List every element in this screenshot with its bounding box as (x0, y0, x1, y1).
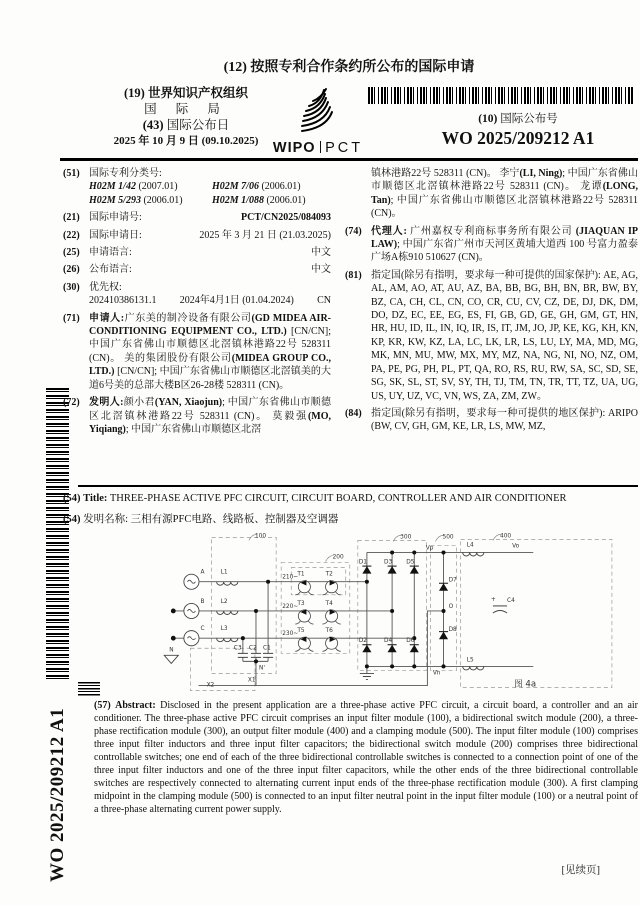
label-l1: L1 (220, 569, 228, 576)
figure-4a (138, 529, 622, 706)
field-ipc: (51) 国际专利分类号: H02M 1/42 (2007.01) H02M 7/06 (2006.01) H02M 5/293 (2006.01) H02M 1/088 (2006.01) (63, 167, 331, 207)
label-d6: D6 (406, 638, 415, 645)
output-capacitor (493, 606, 507, 613)
label-module-200: 200 (332, 554, 344, 561)
field-designated-states-national: (81) 指定国(除另有指明，要求每一种可提供的国家保护): AE, AG, AL, AM, AO, AT, AU, AZ, BA, BB, BG, BH, BN, BR, BW, BY, BZ, CA, CH, CL, CN, CO, CR, CU, CV, CZ, DE, DJ, DK, DM, DO, DZ, EC, EE, EG, ES, FI, GB, GD, GE, GH, GM, GT, HN, HR, HU, ID, IL, IN, IQ, IR, IS, IT, JM, JO, JP, KE, KG, KH, KN, KP, KR, KW, KZ, LA, LC, LK, LR, LS, LU, LY, MA, MD, MG, MK, MN, MU, MW, MX, MY, MZ, NA, NG, NI, NO, NZ, OM, PA, PE, PG, PH, PL, PT, QA, RO, RS, RU, RW, SA, SC, SD, SE, SG, SK, SL, ST, SV, SY, TH, TJ, TM, TN, TR, TT, TZ, UA, UG, US, UY, UZ, VC, VN, WS, ZA, ZM, ZW。 (345, 269, 638, 402)
bidirectional-switches (295, 580, 340, 651)
field-filing-date: (22) 国际申请日: 2025 年 3 月 21 日 (21.03.2025) (63, 229, 331, 241)
label-x1: X1 (247, 677, 256, 684)
label-l4: L4 (466, 542, 474, 549)
label-d1: D1 (358, 559, 368, 566)
field-code-10: (10) (478, 113, 498, 125)
label-switch-220: 220~ (282, 603, 299, 610)
field-agent: (74) 代理人: 广州嘉权专利商标事务所有限公司 (JIAQUAN IP LAW); 中国广东省广州市天河区黄埔大道西 100 号富力盈泰广场A栋910 510627 (CN)。 (345, 225, 638, 264)
header-divider (60, 158, 638, 161)
label-t3: T3 (297, 600, 305, 607)
publication-number-label: (10) 国际公布号 (478, 113, 558, 125)
ground-symbols (164, 655, 374, 679)
field-designated-states-regional: (84) 指定国(除另有指明，要求每一种可提供的地区保护): ARIPO (BW, CV, GH, GM, KE, LR, LS, MW, MZ, (345, 407, 638, 433)
field-applicants: (71) 申请人:广东美的制冷设备有限公司(GD MIDEA AIR-CONDITIONING EQUIPMENT CO., LTD.) [CN/CN]; 中国广东省佛山市顺德区北滘镇林港路22号 528311 (CN)。 美的集团股份有限公司(MIDEA GROUP CO., LTD.) [CN/CN]; 中国广东省佛山市顺德区北滘镇美的大道6号美的总部大楼B区26-28楼 528311 (CN)。 (63, 312, 332, 391)
label-l3: L3 (220, 626, 228, 633)
label-d7: D7 (448, 577, 457, 584)
publication-number-block (398, 110, 638, 149)
label-c4-plus: + (490, 596, 496, 603)
pub-date: 2025 年 10 月 9 日 (09.10.2025) (113, 135, 259, 147)
label-x2: X2 (206, 682, 215, 689)
title-chinese: (54) 发明名称: 三相有源PFC电路、线路板、控制器及空调器 (63, 514, 339, 525)
treaty-heading (60, 56, 638, 76)
figure-caption: 图 4a (514, 679, 537, 690)
pub-date-label-line (92, 117, 280, 133)
label-phase-a: A (200, 569, 205, 576)
ipc-entry: H02M 1/088 (2006.01) (212, 194, 306, 206)
label-module-500: 500 (442, 534, 454, 541)
publication-barcode (368, 87, 634, 104)
label-module-100: 100 (254, 533, 267, 540)
rectifier-diodes (362, 566, 448, 652)
biblio-divider (78, 485, 638, 487)
label-t1: T1 (297, 571, 305, 578)
label-c3: C3 (233, 645, 242, 652)
field-priority: (30) 优先权: 202410386131.1 2024年4月1日 (01.04.2024) CN (63, 281, 331, 307)
label-d3: D3 (384, 559, 393, 566)
sidebar-publication-number: WO 2025/209212 A1 (47, 707, 68, 882)
inventors-continuation: 镇林港路22号 528311 (CN)。 李宁(LI, Ning); 中国广东省佛山市顺德区北滘镇林港路22号 528311 (CN)。 龙谭(LONG, Tan); 中国广东省佛山市顺德区北滘镇林港路22号 528311 (CN)。 (371, 168, 638, 220)
ipc-codes (89, 180, 331, 207)
label-vn: Vn (432, 670, 441, 677)
field-inventors: (72) 发明人:颜小君(YAN, Xiaojun); 中国广东省佛山市顺德区北滘镇林港路22号 528311 (CN)。 莫毅强(MO, Yiqiang); 中国广东省佛山市顺德区北滘 (63, 397, 331, 435)
label-c1: C1 (263, 645, 271, 652)
label-t5: T5 (297, 628, 305, 635)
biblio-right-column (345, 167, 638, 438)
priority-country: CN (317, 295, 331, 307)
side-barcode-fragment (78, 682, 100, 696)
label-n-prime: N' (259, 665, 265, 672)
label-vp: Vp (425, 545, 434, 552)
label-c4: C4 (507, 597, 515, 604)
treaty-heading-text: 按照专利合作条约所公布的国际申请 (250, 60, 475, 75)
ipc-entry: H02M 5/293 (2006.01) (89, 194, 183, 206)
label-l2: L2 (220, 598, 228, 605)
label-d4: D4 (384, 638, 393, 645)
logo-divider (320, 141, 322, 153)
module-label-leaders (249, 534, 501, 561)
field-code-19: (19) (124, 86, 145, 100)
field-application-number: (21) 国际申请号: PCT/CN2025/084093 (63, 212, 331, 224)
label-d8: D8 (448, 627, 457, 634)
filter-capacitors (238, 653, 273, 657)
dashed-module-boxes (190, 537, 611, 690)
label-module-300: 300 (400, 534, 412, 541)
org-name-line (92, 85, 280, 101)
label-t4: T4 (325, 600, 333, 607)
continuation-note: [见续页] (561, 865, 600, 876)
biblio-left-column (63, 167, 331, 440)
priority-data (89, 294, 331, 307)
abstract-text: Disclosed in the present application are a three-phase active PFC circuit, a circuit board, a controller and an air conditioner. The three-phase active PFC circuit comprises an input filter module (100), a bidirectional switch module (200), a three-phase rectification module (300), an output filter module (400) and a clamping module (500). The input filter module (100) comprises three input filter inductors and three input filter capacitors; the bidirectional switch module (200) comprises three bidirectional controllable switches; one end of each of the three bidirectional controllable switches is connected to a connection point of one of the three input filter inductors and one of the three input filter capacitors, while the other ends of the three bidirectional controllable switches are respectively connected to alternating current input ends of the three-phase rectification module (300). A first clamping midpoint in the clamping module (500) is connected to an input filter neutral point in the input filter module (100) or a neutral point of a three-phase alternating current power supply. (94, 700, 639, 815)
label-switch-210: 210~ (282, 574, 299, 581)
label-d5: D5 (406, 559, 415, 566)
ipc-entry: H02M 1/42 (2007.01) (89, 181, 178, 193)
field-code-43: (43) (142, 118, 164, 132)
title-english: (54) Title: THREE-PHASE ACTIVE PFC CIRCUIT, CIRCUIT BOARD, CONTROLLER AND AIR CONDITIONER (63, 493, 567, 504)
ipc-entry: H02M 7/06 (2006.01) (212, 181, 301, 193)
org-name: 世界知识产权组织 (147, 86, 248, 100)
org-bureau: 国 际 局 (144, 102, 228, 116)
abstract: (57) Abstract: Disclosed in the present application are a three-phase active PFC circuit, a circuit board, a controller and an air conditioner. The three-phase active PFC circuit comprises an input filter module (100), a bidirectional switch module (200), a three-phase rectification module (300), an output filter module (400) and a clamping module (500). The input filter module (100) comprises three input filter inductors and three input filter capacitors; the bidirectional switch module (200) comprises three bidirectional controllable switches; one end of each of the three bidirectional controllable switches is connected to a connection point of one of the three input filter inductors and one of the three input filter capacitors, while the other ends of the three bidirectional controllable switches are respectively connected to alternating current input ends of the three-phase rectification module (300). A first clamping midpoint in the clamping module (500) is connected to an input filter neutral point in the input filter module (100) or a neutral point of a three-phase alternating current power supply. (94, 700, 639, 815)
label-n: N (169, 647, 174, 654)
wipo-pct-wordmark (270, 140, 366, 156)
label-module-400: 400 (499, 533, 512, 540)
label-t2: T2 (325, 571, 333, 578)
field-code-12: (12) (223, 60, 247, 75)
priority-date: 2024年4月1日 (01.04.2024) (179, 295, 294, 307)
wipo-emblem-icon (288, 86, 348, 134)
ac-sources (184, 574, 199, 646)
label-l5: L5 (466, 657, 474, 664)
field-publication-language: (26) 公布语言: 中文 (63, 264, 331, 276)
label-t6: T6 (325, 628, 333, 635)
wipo-logo (270, 86, 366, 156)
junction-dots (171, 550, 446, 668)
label-c2: C2 (248, 645, 257, 652)
label-o: O (448, 603, 454, 610)
label-phase-c: C (200, 626, 205, 633)
wipo-text: WIPO (272, 140, 316, 156)
pct-text: PCT (325, 140, 364, 156)
label-switch-230: 230~ (282, 631, 299, 638)
pub-date-label: 国际公布日 (166, 118, 230, 132)
org-block (92, 85, 280, 149)
field-filing-language: (25) 申请语言: 中文 (63, 247, 331, 259)
label-vo: Vo (512, 543, 520, 550)
label-phase-b: B (200, 598, 205, 605)
priority-number: 202410386131.1 (89, 295, 157, 307)
label-d2: D2 (358, 638, 368, 645)
publication-number: WO 2025/209212 A1 (441, 128, 595, 148)
